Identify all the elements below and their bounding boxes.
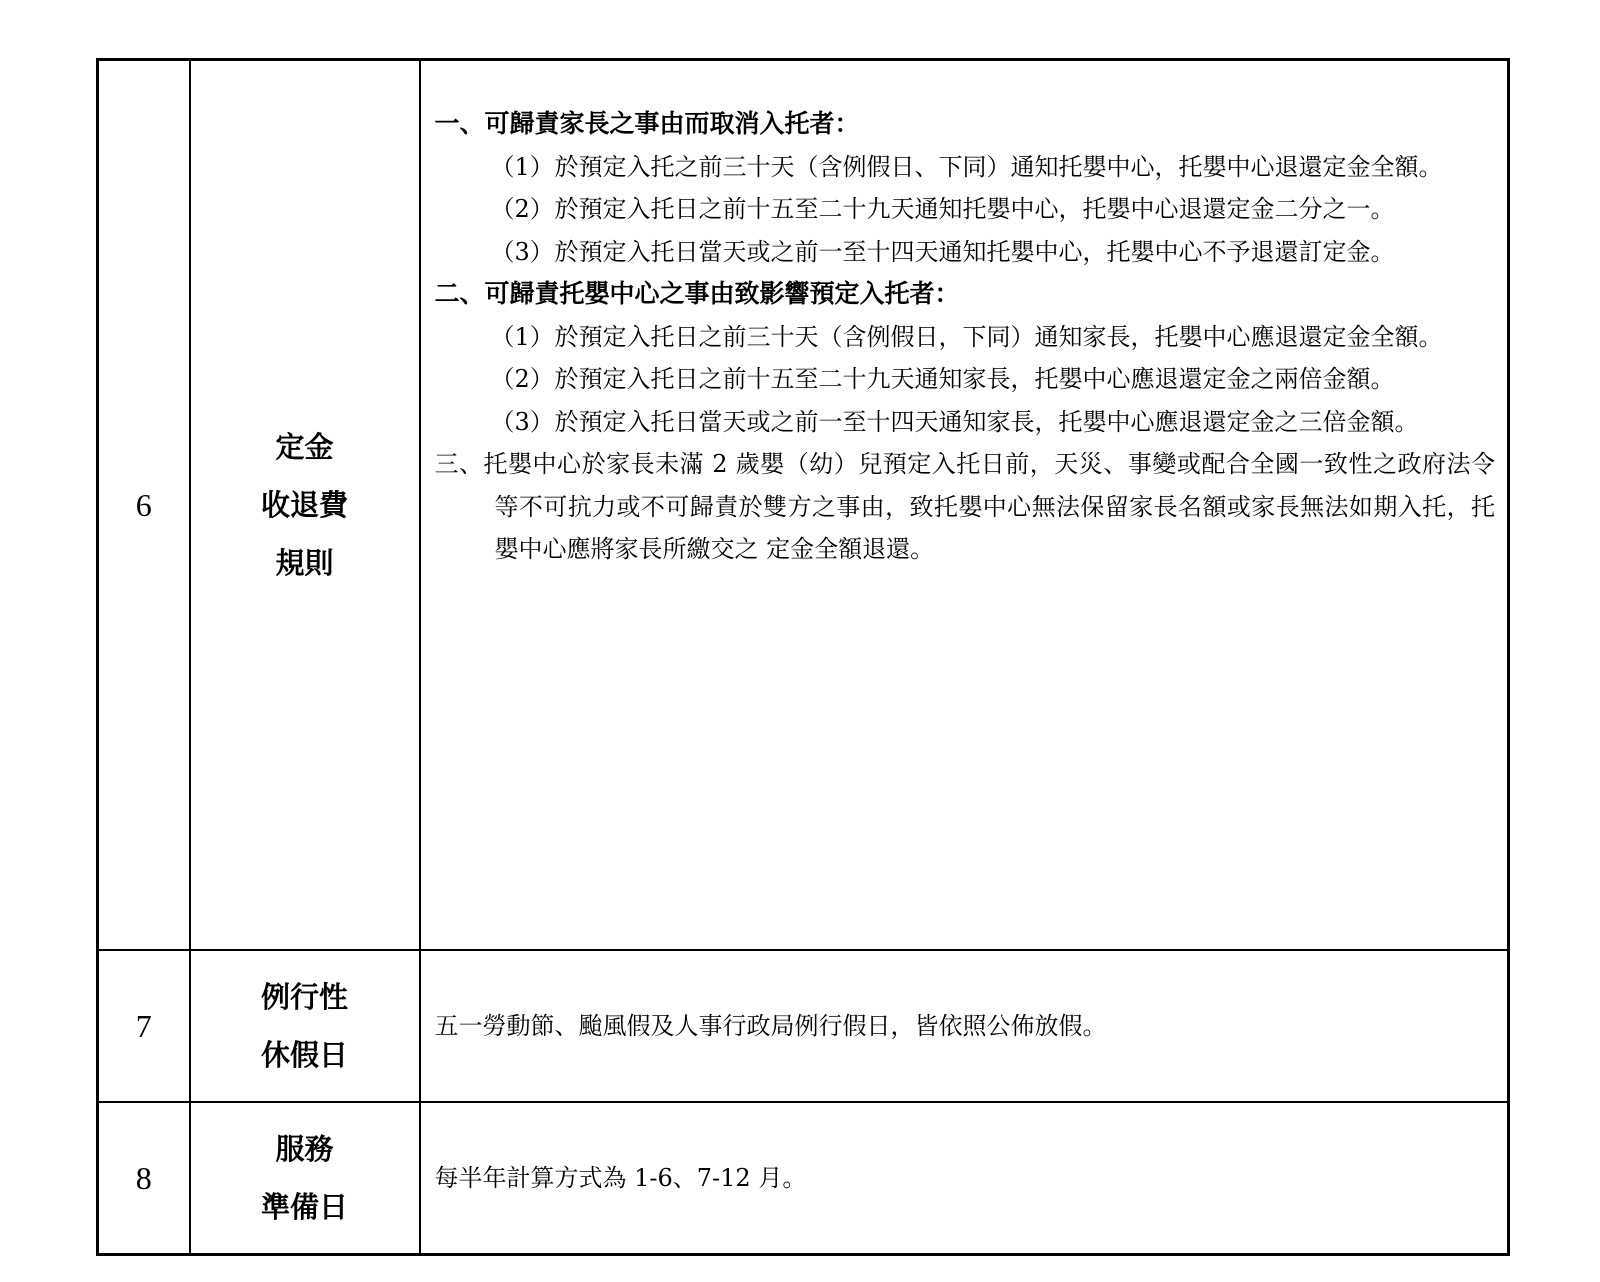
content-text: 五一勞動節、颱風假及人事行政局例行假日，皆依照公佈放假。 <box>434 1011 1107 1040</box>
content-text: 每半年計算方式為 1-6、7-12 月。 <box>434 1163 807 1192</box>
table-row <box>98 950 1509 1102</box>
row-title-line: 休假日 <box>260 1038 348 1072</box>
row-title-line: 服務 <box>275 1132 334 1166</box>
rules-table <box>96 58 1510 1256</box>
row-title-line: 收退費 <box>260 488 348 522</box>
row-content <box>420 1102 1509 1255</box>
item-text: 於預定入托日之前十五至二十九天通知家長，托嬰中心應退還定金之兩倍金額。 <box>554 365 1395 393</box>
row-content <box>420 950 1509 1102</box>
item-text: 於預定入托日當天或之前一至十四天通知托嬰中心，托嬰中心不予退還訂定金。 <box>554 237 1395 266</box>
row-title <box>190 1102 420 1255</box>
item-text: 於預定入托日之前三十天（含例假日，下同）通知家長，托嬰中心應退還定金全額。 <box>554 322 1443 351</box>
list-item <box>491 188 1496 231</box>
row-title-line: 規則 <box>275 546 334 580</box>
list-item <box>491 401 1496 444</box>
item-text: 於預定入托日之前十五至二十九天通知托嬰中心，托嬰中心退還定金二分之一。 <box>554 195 1395 223</box>
row-number: 7 <box>98 950 190 1102</box>
row-number: 6 <box>98 60 190 951</box>
row-number: 8 <box>98 1102 190 1255</box>
list-item <box>491 231 1496 274</box>
item-marker: （3） <box>490 407 554 436</box>
list-item <box>491 358 1496 401</box>
list-item <box>491 146 1496 189</box>
section-heading: 二、可歸責托嬰中心之事由致影響預定入托者： <box>434 279 960 308</box>
item-text: 於預定入托之前三十天（含例假日、下同）通知托嬰中心，托嬰中心退還定金全額。 <box>554 152 1443 181</box>
item-marker: （2） <box>490 195 554 223</box>
section-paragraph: 三、托嬰中心於家長未滿 2 歲嬰（幼）兒預定入托日前，天災、事變或配合全國一致性之政府法令等不可抗力或不可歸責於雙方之事由，致托嬰中心無法保留家長名額或家長無法如期入托，托嬰中心應將家長所繳交之 定金全額退還。 <box>434 450 1495 563</box>
item-marker: （2） <box>490 365 554 393</box>
item-marker: （1） <box>490 322 554 351</box>
item-text: 於預定入托日當天或之前一至十四天通知家長，托嬰中心應退還定金之三倍金額。 <box>554 407 1419 436</box>
table-row <box>98 60 1509 951</box>
row-title-line: 準備日 <box>260 1190 348 1224</box>
row-title <box>190 60 420 951</box>
row-content <box>420 60 1509 951</box>
row-title-line: 定金 <box>275 430 334 464</box>
row-title-line: 例行性 <box>260 980 348 1014</box>
item-marker: （1） <box>490 152 554 181</box>
table-row <box>98 1102 1509 1255</box>
item-marker: （3） <box>490 237 554 266</box>
list-item <box>491 316 1496 359</box>
section-heading: 一、可歸責家長之事由而取消入托者： <box>434 109 860 138</box>
row-title <box>190 950 420 1102</box>
